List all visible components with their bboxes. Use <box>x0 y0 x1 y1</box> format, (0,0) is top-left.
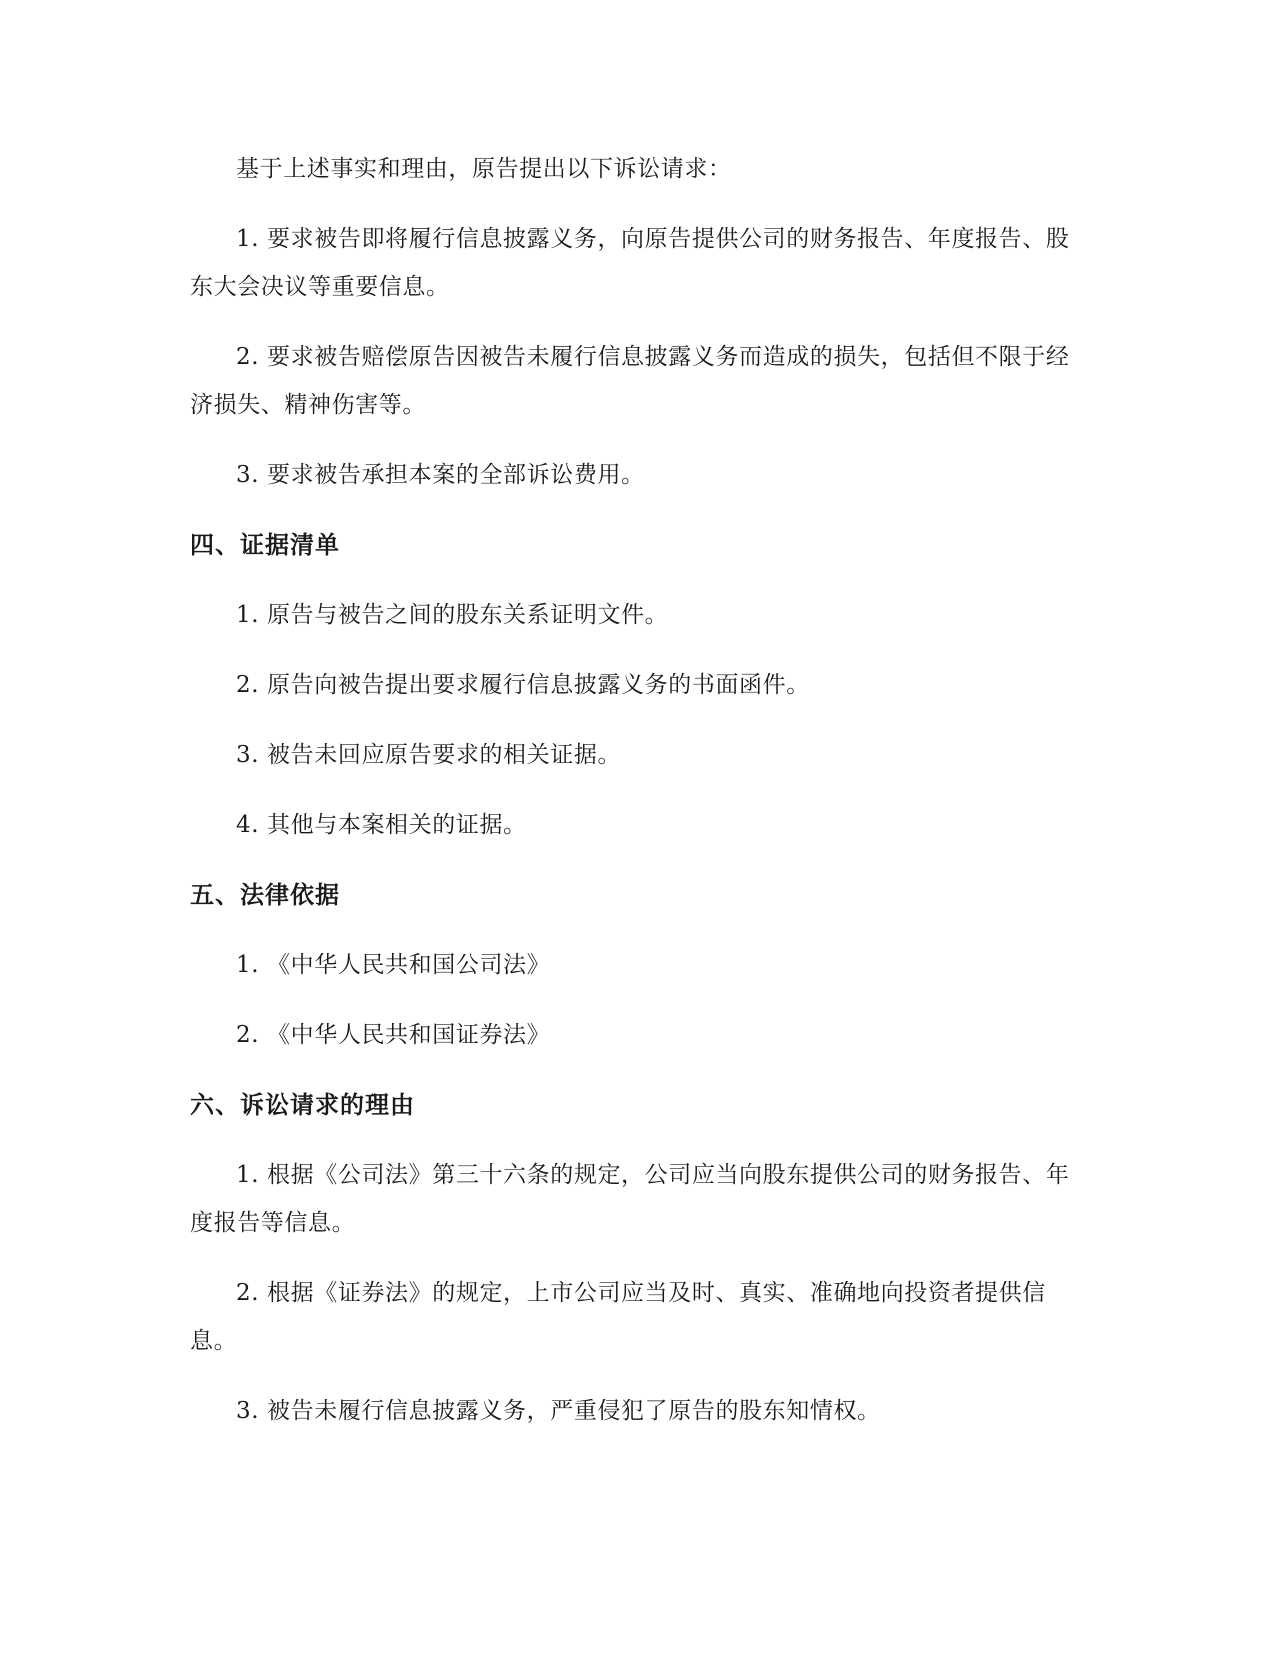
evidence-item: 2. 原告向被告提出要求履行信息披露义务的书面函件。 <box>236 672 810 698</box>
section-heading-evidence: 四、证据清单 <box>190 531 340 559</box>
claim-item: 1. 要求被告即将履行信息披露义务，向原告提供公司的财务报告、年度报告、股东大会决议等重要信息。 <box>190 226 1070 300</box>
claim-item: 3. 要求被告承担本案的全部诉讼费用。 <box>236 462 645 488</box>
legal-basis-item: 1. 《中华人民共和国公司法》 <box>236 952 551 978</box>
evidence-item: 4. 其他与本案相关的证据。 <box>236 812 527 838</box>
intro-paragraph: 基于上述事实和理由，原告提出以下诉讼请求： <box>236 156 732 182</box>
reason-item: 2. 根据《证券法》的规定，上市公司应当及时、真实、准确地向投资者提供信息。 <box>190 1280 1046 1354</box>
reason-item: 1. 根据《公司法》第三十六条的规定，公司应当向股东提供公司的财务报告、年度报告等信息。 <box>190 1162 1070 1236</box>
legal-basis-item: 2. 《中华人民共和国证券法》 <box>236 1022 551 1048</box>
reason-item: 3. 被告未履行信息披露义务，严重侵犯了原告的股东知情权。 <box>236 1398 881 1424</box>
evidence-item: 1. 原告与被告之间的股东关系证明文件。 <box>236 602 669 628</box>
claim-item: 2. 要求被告赔偿原告因被告未履行信息披露义务而造成的损失，包括但不限于经济损失、精神伤害等。 <box>190 344 1070 418</box>
evidence-item: 3. 被告未回应原告要求的相关证据。 <box>236 742 622 768</box>
section-heading-legal-basis: 五、法律依据 <box>190 881 340 909</box>
section-heading-reasons: 六、诉讼请求的理由 <box>190 1091 415 1119</box>
document-body <box>190 145 1090 1457</box>
